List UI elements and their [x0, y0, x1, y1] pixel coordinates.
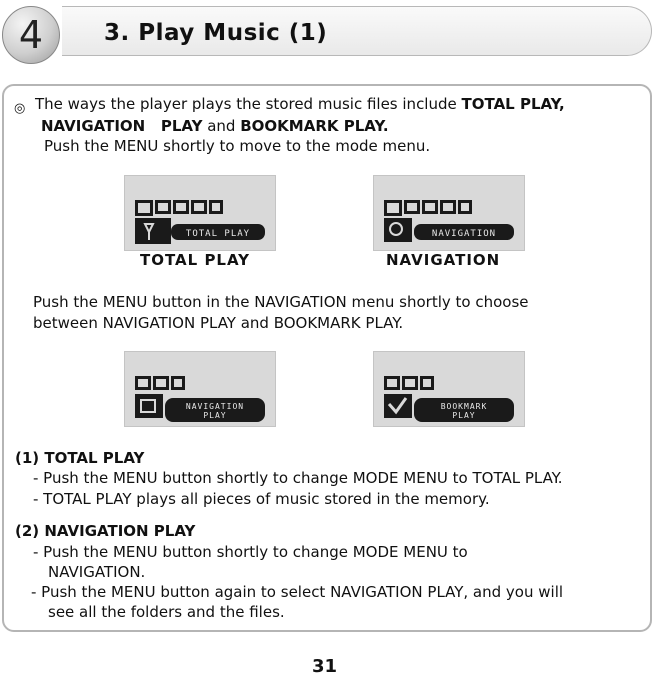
intro-line-3: Push the MENU shortly to move to the mode menu.: [44, 137, 431, 155]
section-navigation-play-item-1: - Push the MENU button shortly to change MODE MENU to: [33, 543, 468, 561]
screen-navigation: [373, 175, 525, 251]
section-navigation-play-item-1-cont: NAVIGATION.: [48, 563, 146, 581]
lcd-label-bookmark: BOOKMARK: [440, 402, 488, 411]
lcd-label-play: PLAY: [203, 411, 227, 420]
lcd-label-navigation: NAVIGATION: [185, 402, 245, 411]
lcd-label-navigation: NAVIGATION: [431, 229, 497, 239]
lcd-label-total-play: TOTAL PLAY: [185, 229, 251, 239]
intro-line-1: [35, 94, 565, 114]
section-total-play-heading: (1) TOTAL PLAY: [15, 449, 145, 467]
page-title: 3. Play Music (1): [104, 20, 328, 46]
lcd-label-play: PLAY: [452, 411, 476, 420]
intro-line-2: [41, 116, 389, 136]
screen-bookmark-play: [373, 351, 525, 427]
mid-text-line-1: Push the MENU button in the NAVIGATION menu shortly to choose: [33, 293, 529, 311]
chapter-number-badge: 4: [2, 6, 60, 64]
mid-text-line-2: between NAVIGATION PLAY and BOOKMARK PLAY.: [33, 314, 404, 332]
section-total-play-item-2: - TOTAL PLAY plays all pieces of music stored in the memory.: [33, 490, 490, 508]
double-circle-icon: ◎: [14, 101, 26, 116]
caption-navigation: NAVIGATION: [386, 251, 501, 269]
section-total-play-item-1: - Push the MENU button shortly to change MODE MENU to TOTAL PLAY.: [33, 469, 563, 487]
intro-navigation-play: NAVIGATION PLAY: [41, 117, 203, 135]
page-number: 31: [312, 656, 338, 677]
screen-navigation-play: [124, 351, 276, 427]
section-navigation-play-heading: (2) NAVIGATION PLAY: [15, 522, 196, 540]
section-navigation-play-item-2-cont: see all the folders and the files.: [48, 603, 285, 621]
intro-line-1-bold: TOTAL PLAY,: [461, 95, 565, 113]
intro-bookmark-play: BOOKMARK PLAY.: [240, 117, 389, 135]
caption-total-play: TOTAL PLAY: [140, 251, 251, 269]
intro-line-1-text: The ways the player plays the stored music files include: [35, 95, 462, 113]
intro-and: and: [202, 117, 241, 135]
screen-total-play: [124, 175, 276, 251]
section-navigation-play-item-2: - Push the MENU button again to select NAVIGATION PLAY, and you will: [31, 583, 564, 601]
